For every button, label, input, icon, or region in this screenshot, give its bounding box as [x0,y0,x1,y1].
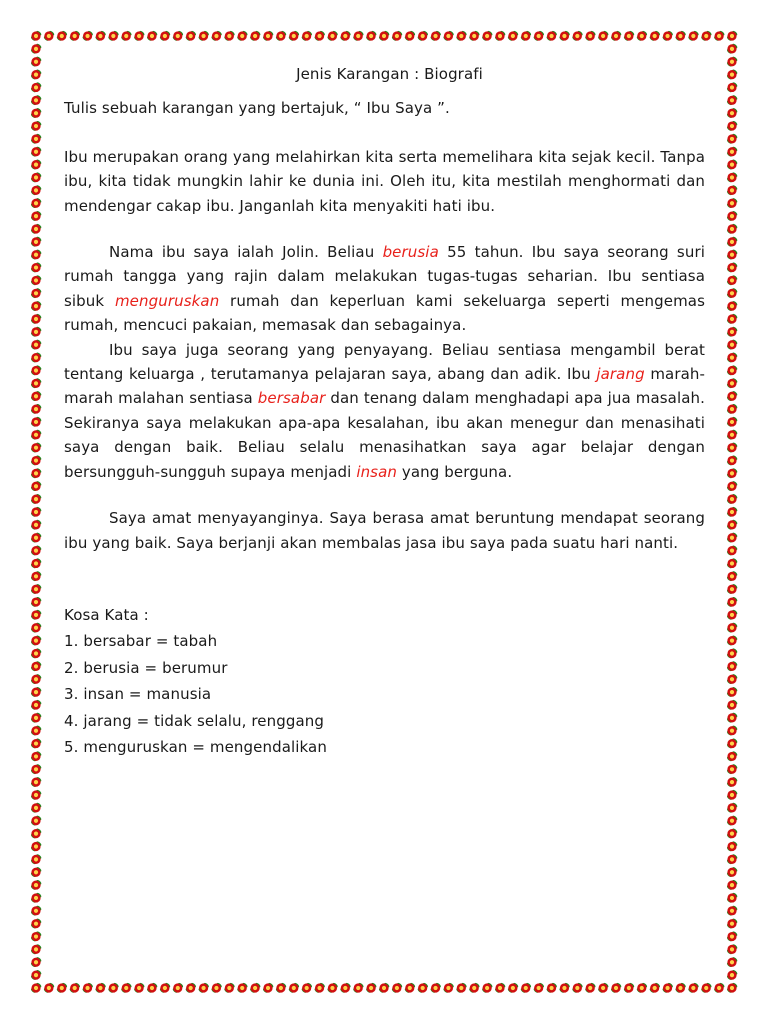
border-flower-icon [662,982,674,994]
highlight-word-berusia: berusia [382,243,439,262]
border-flower-icon [30,365,42,377]
border-flower-icon [726,519,738,531]
border-flower-icon [726,802,738,814]
border-flower-icon [726,159,738,171]
border-flower-icon [30,82,42,94]
border-flower-icon [30,519,42,531]
border-flower-icon [365,982,377,994]
border-flower-icon [700,982,712,994]
border-flower-icon [30,969,42,981]
border-flower-icon [726,725,738,737]
border-flower-icon [726,956,738,968]
border-flower-icon [726,596,738,608]
paragraph-2-text-c: dan tenang dalam menghadapi apa jua masalah. Sekiranya saya melakukan apa-apa kesalahan, ibu akan menegur dan menasihati saya dengan baik. Beliau selalu menasihatkan saya agar belajar dengan bersungguh-sungguh supaya menjadi [64,389,705,481]
border-flower-icon [146,30,158,42]
border-flower-icon [417,30,429,42]
border-flower-icon [726,815,738,827]
border-flower-icon [30,570,42,582]
border-flower-icon [30,892,42,904]
border-flower-icon [494,982,506,994]
border-flower-icon [726,262,738,274]
border-flower-icon [108,982,120,994]
border-flower-icon [688,982,700,994]
border-flower-icon [726,287,738,299]
border-flower-icon [726,570,738,582]
border-flower-icon [30,467,42,479]
border-flower-icon [726,738,738,750]
border-flower-icon [378,982,390,994]
border-flower-icon [30,287,42,299]
border-flower-icon [30,300,42,312]
paragraph-1-text-a: Nama ibu saya ialah Jolin. Beliau [109,243,383,262]
border-flower-icon [30,558,42,570]
border-flower-icon [713,30,725,42]
border-flower-icon [726,146,738,158]
border-flower-icon [572,982,584,994]
border-flower-icon [30,596,42,608]
border-flower-icon [30,133,42,145]
border-flower-icon [30,879,42,891]
border-flower-icon [726,172,738,184]
border-flower-icon [30,712,42,724]
border-flower-icon [726,776,738,788]
border-flower-icon [456,30,468,42]
border-flower-icon [726,493,738,505]
border-flower-icon [572,30,584,42]
border-flower-icon [726,120,738,132]
border-flower-icon [623,982,635,994]
border-flower-icon [30,763,42,775]
border-flower-icon [133,982,145,994]
border-flower-icon [481,982,493,994]
border-flower-icon [726,609,738,621]
border-flower-icon [726,326,738,338]
vocabulary-section [64,603,705,759]
border-flower-icon [726,416,738,428]
border-flower-icon [30,69,42,81]
border-flower-icon [159,982,171,994]
border-flower-icon [30,699,42,711]
border-flower-icon [30,480,42,492]
border-flower-icon [30,750,42,762]
border-flower-icon [726,532,738,544]
vocabulary-item: 1. bersabar = tabah [64,632,218,651]
border-flower-icon [726,274,738,286]
border-flower-icon [726,377,738,389]
border-flower-icon [30,274,42,286]
border-flower-icon [726,184,738,196]
border-flower-icon [30,853,42,865]
border-flower-icon [30,738,42,750]
border-flower-icon [30,725,42,737]
border-flower-icon [623,30,635,42]
border-flower-icon [700,30,712,42]
border-flower-icon [726,622,738,634]
border-flower-icon [211,30,223,42]
border-flower-icon [417,982,429,994]
border-flower-icon [726,56,738,68]
border-flower-icon [236,30,248,42]
border-flower-icon [726,442,738,454]
border-flower-icon [30,120,42,132]
border-flower-icon [146,982,158,994]
border-flower-icon [30,982,42,994]
border-flower-icon [559,982,571,994]
border-flower-icon [726,480,738,492]
border-flower-icon [30,210,42,222]
border-flower-icon [82,30,94,42]
border-flower-icon [30,442,42,454]
border-flower-icon [726,841,738,853]
border-flower-icon [726,197,738,209]
border-flower-icon [726,249,738,261]
border-flower-icon [726,390,738,402]
border-flower-icon [726,879,738,891]
border-flower-icon [430,30,442,42]
border-flower-icon [30,159,42,171]
border-flower-icon [30,776,42,788]
paragraph-1 [64,240,705,338]
border-flower-icon [30,30,42,42]
border-flower-icon [314,30,326,42]
border-flower-icon [30,673,42,685]
border-flower-icon [30,56,42,68]
border-flower-icon [443,30,455,42]
border-flower-icon [30,815,42,827]
border-flower-icon [675,30,687,42]
essay-page [64,62,705,761]
border-flower-icon [30,262,42,274]
border-flower-icon [726,300,738,312]
border-flower-icon [340,982,352,994]
border-flower-icon [468,30,480,42]
border-flower-icon [262,30,274,42]
border-flower-icon [726,969,738,981]
border-flower-icon [404,982,416,994]
border-flower-icon [30,802,42,814]
vocabulary-list [64,629,705,759]
border-flower-icon [649,30,661,42]
border-flower-icon [30,313,42,325]
border-flower-icon [404,30,416,42]
border-flower-icon [30,545,42,557]
border-flower-icon [726,82,738,94]
border-flower-icon [95,982,107,994]
border-flower-icon [340,30,352,42]
border-flower-icon [198,982,210,994]
border-flower-icon [30,107,42,119]
border-flower-icon [726,545,738,557]
border-flower-icon [726,403,738,415]
border-flower-icon [30,648,42,660]
border-flower-icon [726,352,738,364]
border-flower-icon [494,30,506,42]
border-flower-icon [726,339,738,351]
border-flower-icon [30,172,42,184]
border-flower-icon [30,931,42,943]
border-flower-icon [30,583,42,595]
border-flower-icon [726,660,738,672]
border-flower-icon [30,609,42,621]
border-flower-icon [675,982,687,994]
border-flower-icon [30,352,42,364]
border-flower-icon [520,982,532,994]
border-flower-icon [726,648,738,660]
border-flower-icon [30,918,42,930]
border-flower-icon [236,982,248,994]
border-flower-icon [726,905,738,917]
border-flower-icon [314,982,326,994]
border-flower-icon [249,982,261,994]
highlight-word-jarang: jarang [596,365,645,384]
border-flower-icon [430,982,442,994]
border-flower-icon [468,982,480,994]
border-flower-icon [95,30,107,42]
border-flower-icon [327,30,339,42]
border-flower-icon [726,210,738,222]
border-flower-icon [726,673,738,685]
border-flower-icon [30,686,42,698]
border-flower-icon [726,686,738,698]
border-flower-icon [30,197,42,209]
border-flower-icon [726,365,738,377]
border-flower-icon [584,982,596,994]
border-flower-icon [726,107,738,119]
border-flower-icon [185,30,197,42]
border-flower-icon [726,506,738,518]
border-flower-icon [172,982,184,994]
border-flower-icon [352,982,364,994]
border-flower-icon [30,416,42,428]
border-flower-icon [559,30,571,42]
border-flower-icon [198,30,210,42]
border-flower-icon [301,30,313,42]
border-flower-icon [378,30,390,42]
border-flower-icon [30,828,42,840]
paragraph-2-text-b: marah-marah malahan sentiasa [64,365,705,408]
vocabulary-item: 3. insan = manusia [64,685,212,704]
border-flower-icon [288,30,300,42]
border-flower-icon [636,30,648,42]
paragraph-3: Saya amat menyayanginya. Saya berasa amat beruntung mendapat seorang ibu yang baik. Saya berjanji akan membalas jasa ibu saya pada suatu hari nanti. [64,509,705,552]
border-flower-icon [610,982,622,994]
border-flower-icon [301,982,313,994]
border-flower-icon [30,866,42,878]
paragraph-2-text-a: Ibu saya juga seorang yang penyayang. Beliau sentiasa mengambil berat tentang keluarga , terutamanya pelajaran saya, abang dan adik. Ibu [64,340,705,384]
border-flower-icon [108,30,120,42]
border-flower-icon [275,30,287,42]
border-flower-icon [82,982,94,994]
border-flower-icon [352,30,364,42]
paragraph-2-text-d: yang berguna. [397,462,513,481]
border-flower-icon [327,982,339,994]
border-flower-icon [533,982,545,994]
border-flower-icon [726,43,738,55]
border-flower-icon [688,30,700,42]
border-flower-icon [726,712,738,724]
vocabulary-title: Kosa Kata : [64,605,149,624]
border-flower-icon [30,506,42,518]
border-flower-icon [69,30,81,42]
border-flower-icon [726,763,738,775]
highlight-word-insan: insan [356,462,398,481]
vocabulary-item: 5. menguruskan = mengendalikan [64,737,327,756]
border-flower-icon [30,635,42,647]
border-flower-icon [726,892,738,904]
border-flower-icon [546,982,558,994]
border-flower-icon [30,789,42,801]
border-flower-icon [30,390,42,402]
border-flower-icon [288,982,300,994]
border-flower-icon [533,30,545,42]
border-flower-icon [456,982,468,994]
border-flower-icon [713,982,725,994]
vocabulary-item: 2. berusia = berumur [64,658,228,677]
border-flower-icon [726,853,738,865]
border-flower-icon [172,30,184,42]
border-flower-icon [30,184,42,196]
border-flower-icon [443,982,455,994]
border-flower-icon [30,622,42,634]
border-flower-icon [159,30,171,42]
border-flower-icon [649,982,661,994]
border-flower-icon [30,532,42,544]
border-flower-icon [726,30,738,42]
border-flower-icon [120,30,132,42]
border-flower-icon [726,943,738,955]
border-flower-icon [30,956,42,968]
border-flower-icon [520,30,532,42]
essay-instruction: Tulis sebuah karangan yang bertajuk, “ Ibu Saya ”. [64,99,450,118]
border-flower-icon [662,30,674,42]
border-flower-icon [30,94,42,106]
border-flower-icon [30,493,42,505]
border-flower-icon [507,30,519,42]
border-flower-icon [726,583,738,595]
border-flower-icon [30,660,42,672]
border-flower-icon [726,931,738,943]
border-flower-icon [391,30,403,42]
document-title: Jenis Karangan : Biografi [296,65,483,83]
border-flower-icon [726,223,738,235]
border-flower-icon [610,30,622,42]
border-flower-icon [30,249,42,261]
border-flower-icon [185,982,197,994]
border-flower-icon [262,982,274,994]
border-flower-icon [224,30,236,42]
paragraph-2 [64,338,705,484]
border-flower-icon [275,982,287,994]
border-flower-icon [30,841,42,853]
border-flower-icon [726,789,738,801]
intro-paragraph: Ibu merupakan orang yang melahirkan kita serta memelihara kita sejak kecil. Tanpa ibu, kita tidak mungkin lahir ke dunia ini. Oleh itu, kita mestilah menghormati dan mendengar cakap ibu. Janganlah kita menyakiti hati ibu. [64,147,705,215]
border-flower-icon [597,30,609,42]
border-flower-icon [211,982,223,994]
border-flower-icon [365,30,377,42]
border-flower-icon [224,982,236,994]
border-flower-icon [726,313,738,325]
paragraph-1-text-c: rumah dan keperluan kami sekeluarga seperti mengemas rumah, mencuci pakaian, memasak dan sebagainya. [64,291,706,335]
border-flower-icon [56,30,68,42]
border-flower-icon [726,467,738,479]
border-flower-icon [30,339,42,351]
border-flower-icon [597,982,609,994]
border-flower-icon [726,635,738,647]
border-flower-icon [726,236,738,248]
vocabulary-item: 4. jarang = tidak selalu, renggang [64,711,324,730]
border-flower-icon [481,30,493,42]
paragraph-1-text-b: 55 tahun. Ibu saya seorang suri rumah tangga yang rajin dalam melakukan tugas-tugas seharian. Ibu sentiasa sibuk [64,243,705,310]
border-flower-icon [726,455,738,467]
border-flower-icon [30,905,42,917]
border-flower-icon [546,30,558,42]
border-flower-icon [30,326,42,338]
border-flower-icon [43,30,55,42]
border-flower-icon [726,828,738,840]
border-flower-icon [726,918,738,930]
highlight-word-menguruskan: menguruskan [114,291,220,310]
border-flower-icon [726,94,738,106]
border-flower-icon [726,750,738,762]
border-flower-icon [726,69,738,81]
border-flower-icon [30,429,42,441]
border-flower-icon [726,558,738,570]
border-flower-icon [30,455,42,467]
border-flower-icon [30,223,42,235]
highlight-word-bersabar: bersabar [257,389,326,408]
border-flower-icon [726,133,738,145]
border-flower-icon [30,43,42,55]
border-flower-icon [636,982,648,994]
border-flower-icon [249,30,261,42]
border-flower-icon [726,429,738,441]
border-flower-icon [43,982,55,994]
border-flower-icon [30,236,42,248]
border-flower-icon [584,30,596,42]
border-flower-icon [120,982,132,994]
border-flower-icon [507,982,519,994]
border-flower-icon [30,377,42,389]
border-flower-icon [726,699,738,711]
border-flower-icon [133,30,145,42]
border-flower-icon [726,866,738,878]
border-flower-icon [30,943,42,955]
border-flower-icon [391,982,403,994]
border-flower-icon [30,146,42,158]
border-flower-icon [30,403,42,415]
border-flower-icon [56,982,68,994]
border-flower-icon [726,982,738,994]
border-flower-icon [69,982,81,994]
